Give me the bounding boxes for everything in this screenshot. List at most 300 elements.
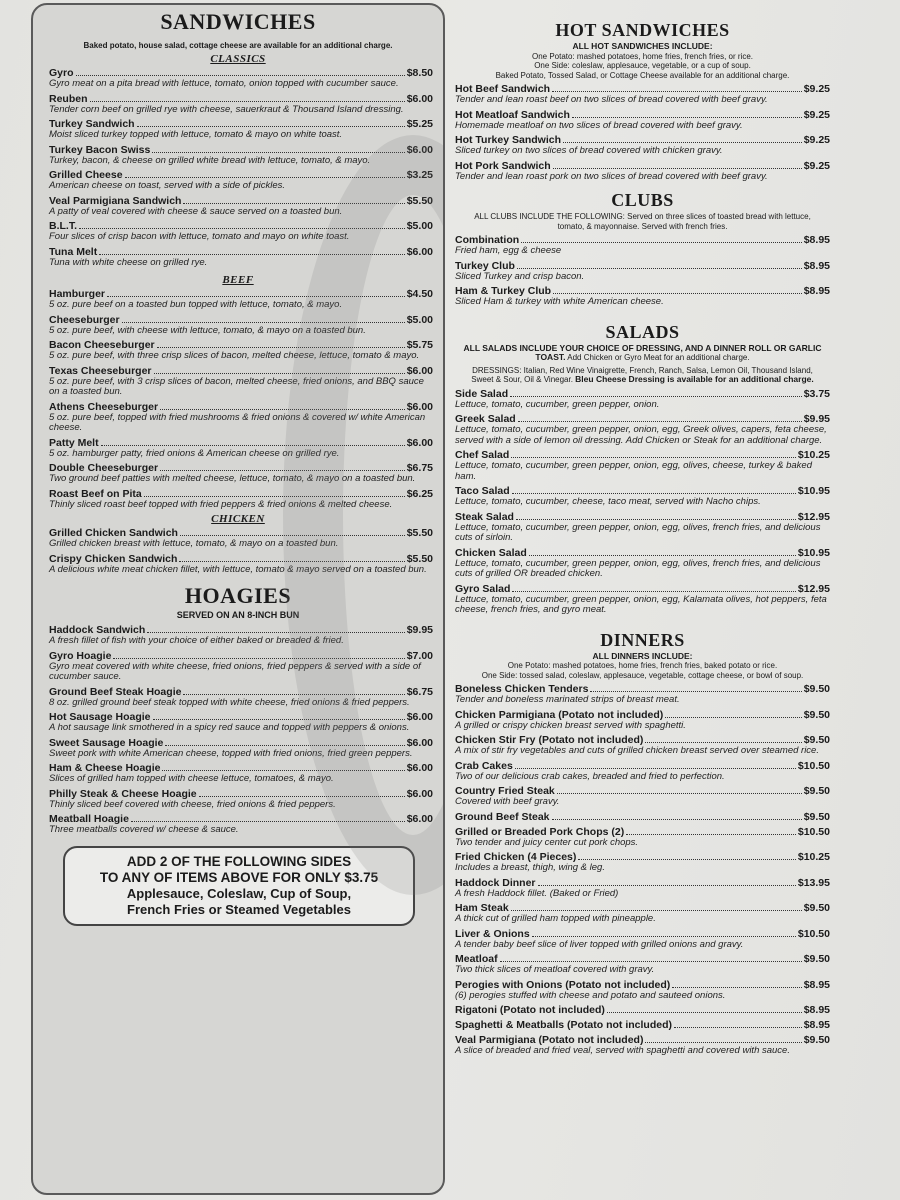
menu-item xyxy=(455,388,830,411)
menu-item xyxy=(455,109,830,132)
menu-item-name: Liver & Onions xyxy=(455,927,530,940)
dinners-intro xyxy=(461,652,824,681)
menu-item-name: Hot Pork Sandwich xyxy=(455,159,551,172)
salads-title: SALADS xyxy=(605,321,680,342)
menu-item-name: Gyro Salad xyxy=(455,582,511,595)
menu-item-description: Sliced turkey on two slices of bread covered with chicken gravy. xyxy=(455,145,723,156)
menu-item-price: $9.50 xyxy=(803,953,830,965)
dot-leader xyxy=(645,742,801,743)
dot-leader xyxy=(645,1042,801,1043)
hoagies-subtitle: SERVED ON AN 8-INCH BUN xyxy=(176,610,300,620)
menu-item-description: American cheese on toast, served with a side of pickles. xyxy=(49,180,286,191)
hot-intro-heading: ALL HOT SANDWICHES INCLUDE: xyxy=(572,41,713,51)
menu-item-name: Turkey Sandwich xyxy=(49,118,135,130)
dot-leader xyxy=(131,821,405,822)
menu-item-description: Two thick slices of meatloaf covered with gravy. xyxy=(455,964,655,975)
dot-leader xyxy=(154,373,405,374)
menu-item-description: Includes a breast, thigh, wing & leg. xyxy=(455,862,605,873)
salads-intro-add: Add Chicken or Gyro Meat for an additional charge. xyxy=(567,353,750,362)
menu-item-line xyxy=(49,553,433,565)
menu-item-price: $8.95 xyxy=(803,1019,830,1031)
clubs-list xyxy=(455,234,830,308)
menu-item xyxy=(455,285,830,308)
menu-item-name: Hamburger xyxy=(49,288,106,300)
menu-item xyxy=(49,488,433,511)
menu-item-description: 5 oz. pure beef, with 3 crisp slices of bacon, melted cheese, fried onions, and BBQ sauce on a toasted bun. xyxy=(49,375,424,397)
menu-item xyxy=(49,624,433,647)
menu-item-price: $6.00 xyxy=(406,787,433,800)
dot-leader xyxy=(79,228,405,229)
dot-leader xyxy=(510,396,802,397)
menu-item-price: $10.50 xyxy=(797,825,830,838)
dot-leader xyxy=(517,268,802,269)
menu-item-description: 5 oz. pure beef on a toasted bun topped with lettuce, tomato, & mayo. xyxy=(49,299,343,310)
menu-item-name: Hot Beef Sandwich xyxy=(455,83,551,95)
menu-item-description: Lettuce, tomato, cucumber, green pepper, onion, egg, olives, french fries, and delicious cuts of grilled OR breaded chicken. xyxy=(455,557,821,579)
menu-item-price: $6.00 xyxy=(406,762,433,774)
dot-leader xyxy=(160,470,405,471)
menu-item-name: Haddock Dinner xyxy=(455,876,536,889)
dot-leader xyxy=(199,796,405,797)
menu-item-name: Crispy Chicken Sandwich xyxy=(49,552,178,565)
menu-item-name: Tuna Melt xyxy=(49,245,98,258)
menu-item-name: Texas Cheeseburger xyxy=(49,364,152,377)
menu-item-price: $8.50 xyxy=(406,67,433,79)
hot-intro-side: One Side: coleslaw, applesauce, vegetable, or a cup of soup. xyxy=(534,61,751,70)
menu-item-price: $8.95 xyxy=(803,285,830,297)
menu-item xyxy=(455,683,830,706)
sides-offer-line1: ADD 2 OF THE FOLLOWING SIDES xyxy=(126,853,352,869)
dot-leader xyxy=(607,1012,802,1013)
menu-item-line xyxy=(49,650,433,662)
menu-item-name: Rigatoni (Potato not included) xyxy=(455,1004,605,1016)
menu-item-price: $12.95 xyxy=(797,582,830,595)
dot-leader xyxy=(157,347,405,348)
menu-item-price: $6.00 xyxy=(406,813,433,825)
menu-item-price: $5.50 xyxy=(406,527,433,539)
dot-leader xyxy=(153,719,405,720)
dot-leader xyxy=(160,409,405,410)
menu-item-price: $5.50 xyxy=(406,194,433,207)
menu-item xyxy=(455,760,830,783)
dot-leader xyxy=(152,152,404,153)
menu-item-price: $9.25 xyxy=(803,159,830,172)
sides-offer-line3: Applesauce, Coleslaw, Cup of Soup, xyxy=(126,885,352,901)
menu-item xyxy=(455,902,830,925)
menu-item-description: Lettuce, tomato, cucumber, green pepper, onion. xyxy=(455,398,660,410)
menu-item xyxy=(49,711,433,734)
menu-item-price: $6.00 xyxy=(406,92,433,105)
menu-item-name: Cheeseburger xyxy=(49,313,120,326)
menu-item-line xyxy=(455,1004,830,1016)
menu-item-description: (6) perogies stuffed with cheese and potato and sauteed onions. xyxy=(455,989,726,1001)
menu-item-price: $8.95 xyxy=(803,978,830,991)
menu-item-line xyxy=(49,365,433,377)
menu-item xyxy=(455,1019,830,1031)
dot-leader xyxy=(532,936,796,937)
menu-item-name: Hot Sausage Hoagie xyxy=(49,711,151,723)
dot-leader xyxy=(590,691,801,692)
menu-item-line xyxy=(455,1019,830,1031)
menu-item xyxy=(49,437,433,460)
dot-leader xyxy=(518,421,802,422)
menu-item-description: Grilled chicken breast with lettuce, tomato, & mayo on a toasted bun. xyxy=(49,538,339,549)
menu-item-line xyxy=(49,401,433,413)
menu-item xyxy=(455,83,830,106)
dot-leader xyxy=(144,496,405,497)
dot-leader xyxy=(572,117,802,118)
hot-intro-potato: One Potato: mashed potatoes, home fries, french fries, or rice. xyxy=(532,51,753,61)
menu-item-description: 5 oz. pure beef, topped with fried mushrooms & fried onions & covered w/ white American cheese. xyxy=(49,411,426,433)
menu-item xyxy=(455,134,830,157)
dinners-intro-heading: ALL DINNERS INCLUDE: xyxy=(592,650,693,661)
menu-item-description: Moist sliced turkey topped with lettuce, tomato & mayo on white toast. xyxy=(49,129,343,140)
dot-leader xyxy=(122,322,405,323)
menu-item-line xyxy=(455,760,830,772)
dot-leader xyxy=(147,632,404,633)
menu-item xyxy=(455,785,830,808)
menu-item-line xyxy=(455,811,830,823)
menu-item-price: $5.00 xyxy=(406,313,433,326)
menu-item-description: Lettuce, tomato, cucumber, green pepper, onion, egg, olives, cheese, turkey & baked ham. xyxy=(455,460,813,482)
menu-item-price: $9.50 xyxy=(803,902,830,914)
menu-item-line xyxy=(455,709,830,721)
dot-leader xyxy=(665,717,801,718)
dot-leader xyxy=(552,819,802,820)
menu-item-name: Ground Beef Steak Hoagie xyxy=(49,685,182,698)
menu-item xyxy=(49,195,433,218)
dot-leader xyxy=(672,987,801,988)
menu-item-description: A slice of breaded and fried veal, served with spaghetti and covered with sauce. xyxy=(455,1045,790,1056)
menu-item-line xyxy=(49,788,433,800)
dot-leader xyxy=(183,694,404,695)
menu-item-price: $6.75 xyxy=(406,462,433,474)
menu-item-name: Gyro Hoagie xyxy=(49,649,112,662)
beef-list xyxy=(33,288,443,510)
menu-item-name: Boneless Chicken Tenders xyxy=(455,683,589,695)
menu-item-price: $6.00 xyxy=(406,711,433,723)
menu-item-price: $9.50 xyxy=(803,1034,830,1046)
dot-leader xyxy=(99,254,404,255)
menu-item-price: $6.00 xyxy=(406,245,433,258)
menu-item-name: Turkey Club xyxy=(455,259,515,272)
menu-item-name: Steak Salad xyxy=(455,510,514,523)
menu-item-price: $9.25 xyxy=(803,108,830,121)
menu-item-description: A thick cut of grilled ham topped with pineapple. xyxy=(455,913,656,924)
menu-item-price: $6.75 xyxy=(406,685,433,698)
menu-item-line xyxy=(455,511,830,523)
dot-leader xyxy=(90,101,405,102)
hot-sandwiches-intro xyxy=(461,42,824,80)
menu-item-description: Homemade meatloaf on two slices of bread covered with beef gravy. xyxy=(455,119,743,131)
menu-item-name: Grilled Chicken Sandwich xyxy=(49,527,178,539)
menu-item-name: Fried Chicken (4 Pieces) xyxy=(455,851,577,863)
menu-item xyxy=(455,547,830,580)
menu-item-name: Greek Salad xyxy=(455,413,516,425)
menu-item-name: Reuben xyxy=(49,92,88,105)
menu-item-price: $5.50 xyxy=(406,552,433,565)
menu-item xyxy=(455,413,830,446)
dot-leader xyxy=(674,1027,802,1028)
chicken-list xyxy=(33,527,443,575)
menu-item-line xyxy=(49,195,433,207)
menu-item-name: Hot Turkey Sandwich xyxy=(455,134,561,146)
menu-item xyxy=(49,737,433,760)
dot-leader xyxy=(511,457,796,458)
dressings-intro xyxy=(461,366,824,385)
menu-item-description: Tuna with white cheese on grilled rye. xyxy=(49,256,208,268)
dot-leader xyxy=(137,126,405,127)
menu-item-description: Two tender and juicy center cut pork chops. xyxy=(455,836,639,848)
dot-leader xyxy=(553,168,802,169)
menu-item xyxy=(49,788,433,811)
menu-item-description: Gyro meat on a pita bread with lettuce, tomato, onion topped with cucumber sauce. xyxy=(49,78,399,89)
menu-item-name: Meatloaf xyxy=(455,953,498,965)
menu-item-name: Turkey Bacon Swiss xyxy=(49,143,151,156)
dinners-title: DINNERS xyxy=(600,629,685,650)
menu-item-price: $10.25 xyxy=(797,449,830,461)
menu-item-name: Taco Salad xyxy=(455,485,510,497)
dot-leader xyxy=(179,561,404,562)
menu-item-price: $5.25 xyxy=(406,118,433,130)
menu-item xyxy=(455,979,830,1002)
hot-sandwiches-list xyxy=(455,83,830,182)
menu-item xyxy=(49,118,433,141)
salads-list xyxy=(455,388,830,616)
menu-item-price: $6.00 xyxy=(406,143,433,156)
dot-leader xyxy=(557,793,802,794)
menu-item-line xyxy=(455,547,830,559)
menu-item-description: 5 oz. hamburger patty, fried onions & American cheese on grilled rye. xyxy=(49,447,340,459)
dot-leader xyxy=(552,91,802,92)
menu-item-price: $9.50 xyxy=(803,734,830,746)
menu-item-price: $6.00 xyxy=(406,364,433,377)
menu-item-line xyxy=(455,160,830,172)
hoagies-title: HOAGIES xyxy=(184,583,292,608)
chicken-heading: CHICKEN xyxy=(211,513,265,525)
menu-item-price: $10.50 xyxy=(797,759,830,772)
menu-item-description: A mix of stir fry vegetables and cuts of grilled chicken breast served over steamed rice. xyxy=(455,745,819,756)
menu-item-name: Ground Beef Steak xyxy=(455,810,550,823)
menu-item-name: Grilled Cheese xyxy=(49,169,123,181)
menu-item-description: Lettuce, tomato, cucumber, cheese, taco meat, served with Nacho chips. xyxy=(455,496,761,507)
menu-item-price: $9.25 xyxy=(803,134,830,146)
menu-item-price: $8.95 xyxy=(803,1004,830,1016)
menu-item-name: Gyro xyxy=(49,67,74,79)
menu-item-price: $4.50 xyxy=(406,288,433,300)
menu-item-description: Two ground beef patties with melted cheese, lettuce, tomato, & mayo on a toasted bun. xyxy=(49,473,416,484)
menu-item xyxy=(49,762,433,785)
menu-item xyxy=(49,93,433,116)
menu-item-name: Veal Parmigiana Sandwich xyxy=(49,194,182,207)
menu-item xyxy=(455,449,830,482)
menu-item-line xyxy=(455,109,830,121)
right-column xyxy=(455,20,830,1060)
menu-item-name: Hot Meatloaf Sandwich xyxy=(455,108,570,121)
menu-item-name: Crab Cakes xyxy=(455,759,513,772)
menu-item-price: $6.25 xyxy=(406,487,433,500)
salads-intro xyxy=(461,344,824,363)
menu-item-description: Thinly sliced roast beef topped with fried peppers & fried onions & melted cheese. xyxy=(49,498,393,510)
menu-item-price: $5.75 xyxy=(406,339,433,351)
menu-item-line xyxy=(49,93,433,105)
menu-item-description: A fresh Haddock fillet. (Baked or Fried) xyxy=(455,887,619,899)
menu-item-description: Covered with beef gravy. xyxy=(455,796,560,807)
menu-item xyxy=(49,650,433,683)
menu-item-description: Sliced Turkey and crisp bacon. xyxy=(455,270,585,282)
menu-item-description: A delicious white meat chicken fillet, with lettuce, tomato & mayo served on a toasted bun. xyxy=(49,563,427,575)
dot-leader xyxy=(107,296,405,297)
sandwiches-title: SANDWICHES xyxy=(160,9,316,34)
menu-item-description: Lettuce, tomato, cucumber, green pepper, onion, egg, Kalamata olives, hot peppers, feta cheese, french fries, and gyro meat. xyxy=(455,593,827,615)
menu-item-description: Tender and boneless marinated strips of breast meat. xyxy=(455,694,680,705)
sides-offer-line2: TO ANY OF ITEMS ABOVE FOR ONLY $3.75 xyxy=(99,869,379,885)
menu-item-price: $13.95 xyxy=(797,876,830,889)
dot-leader xyxy=(578,859,795,860)
menu-item-description: A patty of veal covered with cheese & sauce served on a toasted bun. xyxy=(49,205,343,217)
menu-item-name: Double Cheeseburger xyxy=(49,462,159,474)
menu-item-name: Country Fried Steak xyxy=(455,785,555,797)
dot-leader xyxy=(113,658,404,659)
menu-item-price: $8.95 xyxy=(803,234,830,246)
menu-item xyxy=(49,314,433,337)
menu-item xyxy=(49,169,433,192)
sandwiches-hoagies-panel xyxy=(31,3,445,1195)
menu-item-description: Lettuce, tomato, cucumber, green pepper, onion, egg, olives, french fries, and delicious cuts of sirloin. xyxy=(455,521,821,543)
dot-leader xyxy=(553,293,802,294)
menu-item-description: Sliced Ham & turkey with white American cheese. xyxy=(455,296,664,307)
menu-item-description: Three meatballs covered w/ cheese & sauce. xyxy=(49,824,239,835)
menu-item-description: A hot sausage link smothered in a spicy red sauce and topped with peppers & onions. xyxy=(49,722,410,733)
menu-item-line xyxy=(49,246,433,258)
menu-item xyxy=(49,462,433,485)
menu-item-description: Sweet pork with white American cheese, topped with fried onions, fried green peppers. xyxy=(49,747,413,759)
sides-offer-box xyxy=(63,846,415,926)
menu-item xyxy=(455,485,830,508)
hot-sandwiches-title: HOT SANDWICHES xyxy=(555,20,730,40)
hoagies-list xyxy=(33,624,443,836)
menu-item-name: Ham & Cheese Hoagie xyxy=(49,762,161,774)
menu-item xyxy=(455,851,830,874)
menu-item-description: A grilled or crispy chicken breast served with spaghetti. xyxy=(455,719,686,731)
menu-item-line xyxy=(455,583,830,595)
dot-leader xyxy=(521,242,802,243)
menu-item-description: Tender and lean roast beef on two slices of bread covered with beef gravy. xyxy=(455,94,768,105)
menu-item xyxy=(455,826,830,849)
menu-item-name: Perogies with Onions (Potato not included) xyxy=(455,978,671,991)
dot-leader xyxy=(529,555,796,556)
menu-item-price: $10.95 xyxy=(797,485,830,497)
menu-item-name: Chef Salad xyxy=(455,449,510,461)
dot-leader xyxy=(500,961,802,962)
menu-item xyxy=(455,1004,830,1016)
menu-item-line xyxy=(455,979,830,991)
menu-item-price: $6.00 xyxy=(406,436,433,449)
menu-item-line xyxy=(49,144,433,156)
menu-item-line xyxy=(455,388,830,400)
menu-item xyxy=(455,953,830,976)
menu-item-name: Haddock Sandwich xyxy=(49,624,146,636)
menu-item-name: Sweet Sausage Hoagie xyxy=(49,736,164,749)
classics-list xyxy=(33,67,443,268)
menu-item xyxy=(455,709,830,732)
dot-leader xyxy=(512,493,796,494)
menu-item-line xyxy=(455,928,830,940)
menu-item-price: $3.25 xyxy=(406,169,433,181)
dinners-list xyxy=(455,683,830,1057)
menu-item xyxy=(455,928,830,951)
menu-item-name: Side Salad xyxy=(455,387,509,400)
menu-item-price: $9.25 xyxy=(803,83,830,95)
menu-item-description: Fried ham, egg & cheese xyxy=(455,245,562,256)
menu-item xyxy=(49,220,433,243)
menu-item-description: 5 oz. pure beef, with three crisp slices of bacon, melted cheese, lettuce, tomato & mayo. xyxy=(49,350,420,361)
menu-item-name: B.L.T. xyxy=(49,220,77,232)
menu-item-name: Chicken Salad xyxy=(455,546,527,559)
dot-leader xyxy=(162,770,404,771)
menu-item-name: Veal Parmigiana (Potato not included) xyxy=(455,1034,644,1046)
menu-item-price: $3.75 xyxy=(803,387,830,400)
menu-item-description: Lettuce, tomato, cucumber, green pepper, onion, egg, Greek olives, capers, feta cheese, served with a side of lemon oil dressing. Add Chicken or Steak for an additional charge. xyxy=(455,424,827,446)
menu-item-name: Patty Melt xyxy=(49,436,99,449)
menu-item xyxy=(455,811,830,823)
clubs-title: CLUBS xyxy=(611,190,674,210)
menu-item xyxy=(49,365,433,398)
menu-item xyxy=(455,234,830,257)
dot-leader xyxy=(563,142,802,143)
menu-item-price: $10.25 xyxy=(797,851,830,863)
menu-item-name: Meatball Hoagie xyxy=(49,813,129,825)
menu-item-price: $6.00 xyxy=(406,400,433,413)
menu-item-line xyxy=(49,437,433,449)
menu-item-description: Gyro meat covered with white cheese, fried onions, fried peppers & served with a side of cucumber sauce. xyxy=(49,660,421,682)
menu-item xyxy=(49,527,433,550)
menu-item-name: Chicken Stir Fry (Potato not included) xyxy=(455,734,644,746)
menu-item-name: Athens Cheeseburger xyxy=(49,400,159,413)
menu-item-price: $7.00 xyxy=(406,649,433,662)
menu-item xyxy=(49,553,433,576)
menu-item-price: $10.95 xyxy=(797,546,830,559)
menu-item-name: Bacon Cheeseburger xyxy=(49,339,155,351)
dot-leader xyxy=(512,591,795,592)
menu-item-price: $5.00 xyxy=(406,220,433,232)
menu-item-price: $9.95 xyxy=(406,624,433,636)
menu-item-description: 8 oz. grilled ground beef steak topped with white cheese, fried onions & fried peppers. xyxy=(49,696,410,708)
menu-item-price: $10.50 xyxy=(797,927,830,940)
menu-item xyxy=(49,288,433,311)
menu-item-name: Ham & Turkey Club xyxy=(455,285,552,297)
menu-item xyxy=(49,813,433,836)
menu-item-line xyxy=(455,877,830,889)
menu-item xyxy=(49,246,433,269)
menu-item-line xyxy=(49,686,433,698)
menu-item xyxy=(49,339,433,362)
menu-item-line xyxy=(455,260,830,272)
menu-item-description: A tender baby beef slice of liver topped with grilled onions and gravy. xyxy=(455,938,744,950)
menu-item-line xyxy=(49,737,433,749)
menu-item xyxy=(455,260,830,283)
menu-item xyxy=(49,67,433,90)
hot-intro-extra: Baked Potato, Tossed Salad, or Cottage Cheese available for an additional charge. xyxy=(495,70,790,80)
menu-item xyxy=(49,144,433,167)
dinners-intro-side: One Side: tossed salad, coleslaw, applesauce, vegetable, cottage cheese, or bowl of soup. xyxy=(481,670,804,680)
menu-item-description: 5 oz. pure beef, with cheese with lettuce, tomato, & mayo on a toasted bun. xyxy=(49,324,366,336)
menu-item-description: Two of our delicious crab cakes, breaded and fried to perfection. xyxy=(455,770,725,782)
menu-item-name: Combination xyxy=(455,234,520,246)
menu-item-line xyxy=(49,314,433,326)
menu-item xyxy=(49,401,433,434)
bleu-cheese-note: Bleu Cheese Dressing is available for an additional charge. xyxy=(575,374,814,384)
